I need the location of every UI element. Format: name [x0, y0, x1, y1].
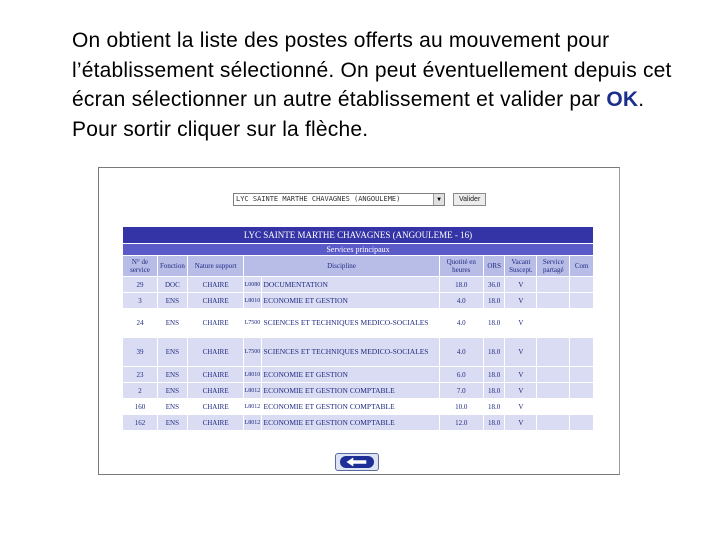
cell-quotite: 4.0: [440, 293, 483, 308]
cell-fonction: ENS: [158, 399, 187, 414]
back-button-face[interactable]: [340, 456, 374, 468]
cell-discipline: DOCUMENTATION: [262, 277, 439, 292]
cell-com: [570, 338, 593, 366]
cell-quotite: 4.0: [440, 309, 483, 337]
header-vacant: Vacant Suscept.: [505, 256, 536, 276]
cell-code: L8012: [244, 415, 260, 430]
cell-discipline: SCIENCES ET TECHNIQUES MEDICO-SOCIALES: [262, 338, 439, 366]
postes-table: [122, 226, 594, 431]
cell-discipline: ECONOMIE ET GESTION COMPTABLE: [262, 383, 439, 398]
cell-code: L7500: [244, 338, 260, 366]
cell-com: [570, 367, 593, 382]
establishment-select[interactable]: [233, 193, 445, 206]
cell-vacant: V: [505, 367, 536, 382]
cell-ors: 18.0: [484, 399, 505, 414]
cell-quotite: 18.0: [440, 277, 483, 292]
cell-num: 39: [123, 338, 157, 366]
cell-fonction: ENS: [158, 383, 187, 398]
cell-quotite: 6.0: [440, 367, 483, 382]
table-header-row: [123, 256, 593, 276]
establishment-select-value: LYC SAINTE MARTHE CHAVAGNES (ANGOULEME): [236, 195, 401, 203]
instruction-part-2: . Pour sortir cliquer sur la flèche.: [72, 88, 645, 141]
cell-discipline: SCIENCES ET TECHNIQUES MEDICO-SOCIALES: [262, 309, 439, 337]
cell-partage: [537, 415, 569, 430]
cell-fonction: ENS: [158, 415, 187, 430]
cell-nature: CHAIRE: [188, 383, 244, 398]
cell-com: [570, 399, 593, 414]
header-num-service: N° de service: [123, 256, 157, 276]
table-row[interactable]: [123, 293, 593, 308]
establishment-toolbar: [233, 192, 486, 206]
cell-ors: 18.0: [484, 309, 505, 337]
back-button[interactable]: [335, 453, 379, 471]
cell-partage: [537, 338, 569, 366]
cell-nature: CHAIRE: [188, 309, 244, 337]
cell-vacant: V: [505, 415, 536, 430]
cell-fonction: ENS: [158, 338, 187, 366]
cell-vacant: V: [505, 383, 536, 398]
cell-ors: 18.0: [484, 338, 505, 366]
cell-partage: [537, 277, 569, 292]
cell-code: L8010: [244, 367, 260, 382]
cell-ors: 18.0: [484, 293, 505, 308]
cell-ors: 18.0: [484, 383, 505, 398]
cell-partage: [537, 399, 569, 414]
table-row[interactable]: [123, 309, 593, 337]
cell-quotite: 4.0: [440, 338, 483, 366]
cell-discipline: ECONOMIE ET GESTION COMPTABLE: [262, 415, 439, 430]
table-row[interactable]: [123, 338, 593, 366]
table-row[interactable]: [123, 399, 593, 414]
valider-button[interactable]: Valider: [453, 193, 486, 206]
cell-partage: [537, 309, 569, 337]
table-title: LYC SAINTE MARTHE CHAVAGNES (ANGOULEME - 16): [123, 227, 593, 243]
cell-partage: [537, 383, 569, 398]
cell-discipline: ECONOMIE ET GESTION: [262, 293, 439, 308]
table-subtitle: Services principaux: [123, 244, 593, 255]
table-row[interactable]: [123, 415, 593, 430]
ok-keyword: OK: [606, 88, 639, 111]
header-com: Com: [570, 256, 593, 276]
cell-vacant: V: [505, 309, 536, 337]
cell-code: L7500: [244, 309, 260, 337]
cell-code: L8012: [244, 383, 260, 398]
cell-ors: 36.0: [484, 277, 505, 292]
cell-num: 24: [123, 309, 157, 337]
cell-nature: CHAIRE: [188, 367, 244, 382]
instruction-text: [72, 26, 692, 144]
cell-fonction: ENS: [158, 293, 187, 308]
cell-com: [570, 415, 593, 430]
header-ors: ORS: [484, 256, 505, 276]
cell-discipline: ECONOMIE ET GESTION: [262, 367, 439, 382]
cell-quotite: 12.0: [440, 415, 483, 430]
cell-nature: CHAIRE: [188, 293, 244, 308]
screenshot-frame: [98, 167, 620, 475]
cell-com: [570, 277, 593, 292]
cell-partage: [537, 293, 569, 308]
cell-nature: CHAIRE: [188, 399, 244, 414]
cell-com: [570, 383, 593, 398]
cell-num: 162: [123, 415, 157, 430]
table-row[interactable]: [123, 277, 593, 292]
left-arrow-icon: [346, 457, 368, 467]
cell-code: L8012: [244, 399, 260, 414]
instruction-part-1: On obtient la liste des postes offerts au mouvement pour l’établissement sélectionné. On peut éventuellement depuis cet écran sélectionner un autre établissement et valider par: [72, 29, 672, 111]
cell-partage: [537, 367, 569, 382]
cell-vacant: V: [505, 399, 536, 414]
cell-fonction: ENS: [158, 367, 187, 382]
header-service-partage: Service partagé: [537, 256, 569, 276]
header-nature-support: Nature support: [188, 256, 244, 276]
cell-quotite: 7.0: [440, 383, 483, 398]
cell-fonction: ENS: [158, 309, 187, 337]
table-row[interactable]: [123, 383, 593, 398]
cell-com: [570, 309, 593, 337]
cell-quotite: 10.0: [440, 399, 483, 414]
cell-num: 23: [123, 367, 157, 382]
cell-code: L8010: [244, 293, 260, 308]
cell-nature: CHAIRE: [188, 338, 244, 366]
cell-discipline: ECONOMIE ET GESTION COMPTABLE: [262, 399, 439, 414]
cell-nature: CHAIRE: [188, 415, 244, 430]
cell-vacant: V: [505, 338, 536, 366]
cell-ors: 18.0: [484, 415, 505, 430]
header-discipline: Discipline: [244, 256, 438, 276]
cell-num: 29: [123, 277, 157, 292]
cell-num: 160: [123, 399, 157, 414]
cell-com: [570, 293, 593, 308]
cell-nature: CHAIRE: [188, 277, 244, 292]
cell-ors: 18.0: [484, 367, 505, 382]
cell-vacant: V: [505, 277, 536, 292]
cell-num: 2: [123, 383, 157, 398]
cell-vacant: V: [505, 293, 536, 308]
header-quotite: Quotité en heures: [440, 256, 483, 276]
chevron-down-icon[interactable]: ▼: [433, 194, 444, 205]
table-row[interactable]: [123, 367, 593, 382]
header-fonction: Fonction: [158, 256, 187, 276]
cell-fonction: DOC: [158, 277, 187, 292]
cell-num: 3: [123, 293, 157, 308]
cell-code: L0080: [244, 277, 260, 292]
